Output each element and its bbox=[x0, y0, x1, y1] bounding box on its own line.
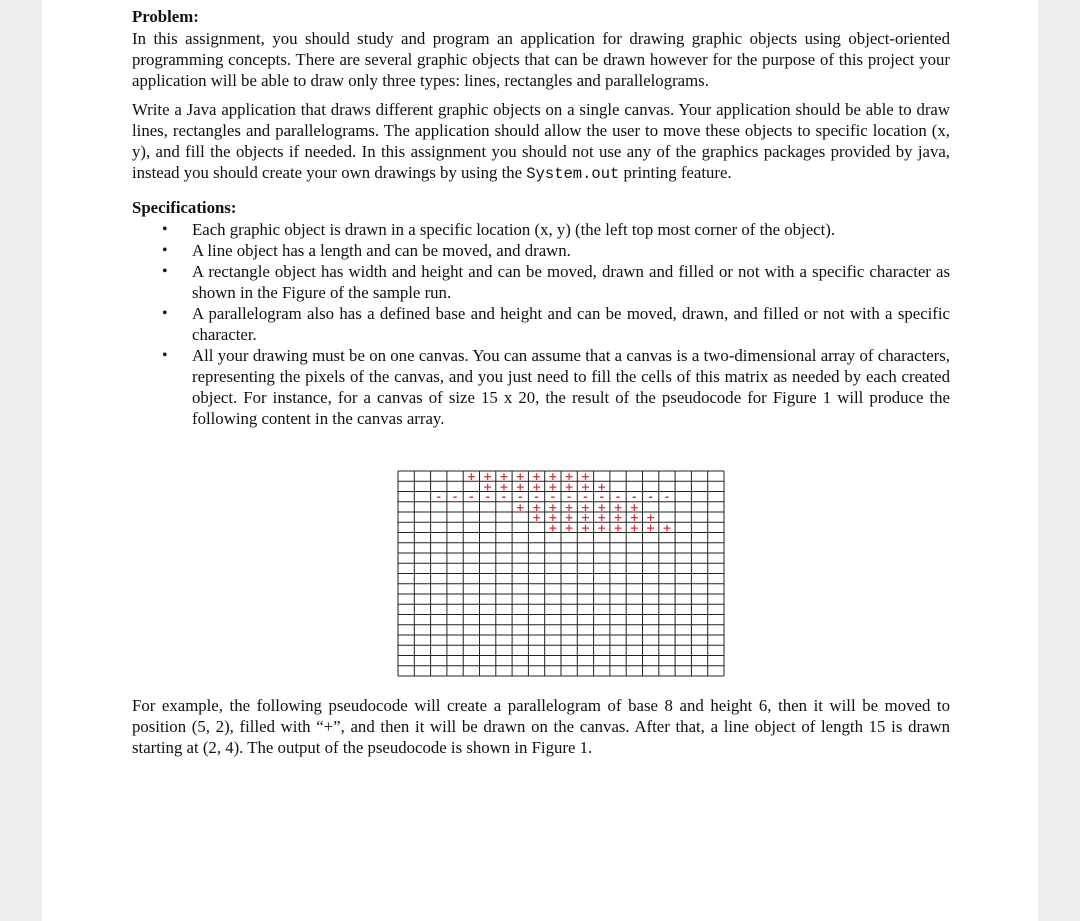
parallelogram-cell: + bbox=[580, 480, 591, 494]
canvas-grid bbox=[397, 470, 725, 677]
line-cell: - bbox=[583, 490, 588, 504]
line-cell: - bbox=[517, 490, 523, 504]
parallelogram-cell: + bbox=[580, 470, 591, 484]
line-cell: - bbox=[664, 490, 670, 504]
line-cell: - bbox=[648, 490, 653, 504]
parallelogram-cell: + bbox=[564, 500, 574, 514]
spec-item: • A parallelogram also has a defined base and height and can be moved, drawn, and filled or not with a specific character. bbox=[162, 304, 950, 344]
spec-item: • A line object has a length and can be moved, and drawn. bbox=[162, 241, 571, 260]
line-cell: - bbox=[436, 490, 442, 504]
parallelogram-cell: + bbox=[515, 470, 525, 484]
parallelogram-cell: + bbox=[613, 500, 623, 514]
parallelogram-cell: + bbox=[531, 500, 542, 514]
problem-paragraph-1: In this assignment, you should study and program an application for drawing graphic objects using object-oriented programming concepts. There are several graphic objects that can be drawn however for the purpose of this project your application will be able to draw only three types: lines, rectangles and parallelograms. bbox=[132, 29, 950, 90]
parallelogram-cell: + bbox=[629, 500, 639, 514]
document-page bbox=[42, 0, 1038, 921]
parallelogram-cell: + bbox=[548, 511, 558, 525]
parallelogram-cell: + bbox=[646, 511, 656, 525]
parallelogram-cell: + bbox=[597, 521, 607, 535]
parallelogram-cell: + bbox=[580, 511, 591, 525]
parallelogram-cell: + bbox=[613, 521, 623, 535]
parallelogram-cell: + bbox=[564, 521, 574, 535]
parallelogram-cell: + bbox=[597, 500, 607, 514]
line-cell: - bbox=[632, 490, 637, 504]
spec-item: • A rectangle object has width and height and can be moved, drawn and filled or not with a specific character as shown in the Figure of the sample run. bbox=[162, 262, 950, 302]
parallelogram-cell: + bbox=[531, 470, 542, 484]
bullet-icon: • bbox=[162, 221, 168, 238]
line-cell: - bbox=[566, 490, 572, 504]
line-cell: - bbox=[485, 490, 490, 504]
parallelogram-cell: + bbox=[548, 470, 558, 484]
parallelogram-cell: + bbox=[613, 511, 623, 525]
parallelogram-cell: + bbox=[580, 521, 591, 535]
spec-item: • All your drawing must be on one canvas. You can assume that a canvas is a two-dimensional array of characters, representing the pixels of the canvas, and you just need to fill the cells of this matrix as needed by each created object. For instance, for a canvas of size 15 x 20, the result of the pseudocode for Figure 1 will produce the following content in the canvas array. bbox=[162, 346, 950, 428]
parallelogram-cell: + bbox=[483, 480, 493, 494]
parallelogram-cell: + bbox=[580, 500, 591, 514]
bullet-icon: • bbox=[162, 305, 168, 322]
specifications-list bbox=[132, 219, 950, 429]
line-cell: - bbox=[615, 490, 621, 504]
line-cell: - bbox=[534, 490, 539, 504]
bullet-icon: • bbox=[162, 263, 168, 280]
parallelogram-cell: + bbox=[499, 480, 509, 494]
example-paragraph: For example, the following pseudocode will create a parallelogram of base 8 and height 6, then it will be moved to position (5, 2), filled with “+”, and then it will be drawn on the canvas. After that, a line object of length 15 is drawn starting at (2, 4). The output of the pseudocode is shown in Figure 1. bbox=[132, 696, 950, 757]
line-cell: - bbox=[469, 490, 474, 504]
spec-item: • Each graphic object is drawn in a specific location (x, y) (the left top most corner of the object). bbox=[162, 220, 836, 239]
parallelogram-cell: + bbox=[515, 500, 525, 514]
parallelogram-cell: + bbox=[564, 470, 574, 484]
parallelogram-cell: + bbox=[548, 480, 558, 494]
paragraph-2-tail: printing feature. bbox=[619, 163, 732, 182]
parallelogram-cell: + bbox=[531, 480, 542, 494]
problem-heading: Problem: bbox=[132, 7, 199, 26]
bullet-icon: • bbox=[162, 242, 168, 259]
line-cell: - bbox=[599, 490, 605, 504]
parallelogram-cell: + bbox=[597, 480, 607, 494]
parallelogram-cell: + bbox=[531, 511, 542, 525]
document-body bbox=[132, 6, 950, 429]
parallelogram-cell: + bbox=[515, 480, 525, 494]
line-cell: - bbox=[501, 490, 507, 504]
problem-paragraph-2 bbox=[132, 99, 950, 185]
parallelogram-cell: + bbox=[466, 470, 476, 484]
parallelogram-cell: + bbox=[597, 511, 607, 525]
parallelogram-cell: + bbox=[564, 511, 574, 525]
system-out-code: System.out bbox=[526, 165, 620, 183]
parallelogram-cell: + bbox=[483, 470, 493, 484]
line-cell: - bbox=[550, 490, 556, 504]
parallelogram-cell: + bbox=[548, 521, 558, 535]
parallelogram-cell: + bbox=[548, 500, 558, 514]
parallelogram-cell: + bbox=[499, 470, 509, 484]
line-cell: - bbox=[452, 490, 458, 504]
parallelogram-cell: + bbox=[662, 521, 672, 535]
parallelogram-cell: + bbox=[564, 480, 574, 494]
bullet-icon: • bbox=[162, 347, 168, 364]
specifications-heading: Specifications: bbox=[132, 198, 237, 217]
parallelogram-cell: + bbox=[629, 511, 639, 525]
parallelogram-cell: + bbox=[629, 521, 639, 535]
parallelogram-cell: + bbox=[646, 521, 656, 535]
canvas-figure bbox=[397, 470, 725, 677]
paragraph-2-text: Write a Java application that draws different graphic objects on a single canvas. Your application should be able to draw lines, rectangles and parallelograms. The application should allow the user to move these objects to specific location (x, y), and fill the objects if needed. In this assignment you should not use any of the graphics packages provided by java, instead you should create your own drawings by using the bbox=[132, 100, 950, 182]
